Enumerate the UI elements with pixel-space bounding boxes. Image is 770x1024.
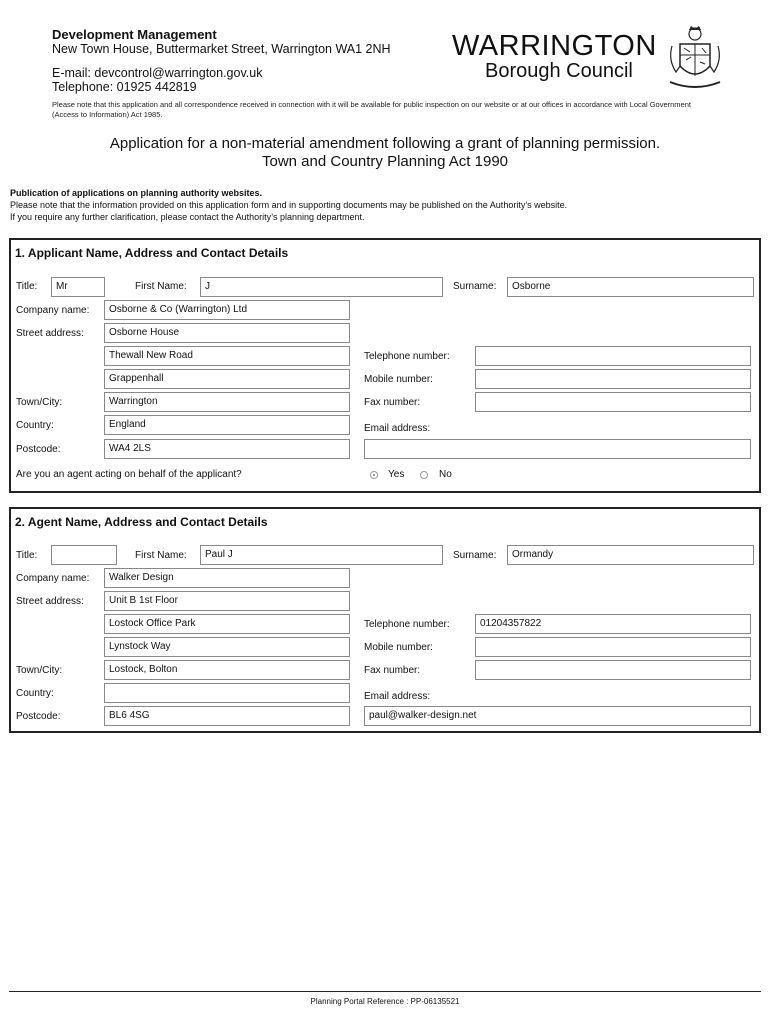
publication-text-1: Please note that the information provided on this application form and in supporting documents may be published on the Authority’s website. [10,200,568,210]
company-label: Company name: [16,305,90,316]
agent-country-field[interactable] [104,683,350,703]
footer-divider [9,991,761,992]
agent-street-3-field[interactable]: Lynstock Way [104,637,350,657]
agent-yes-radio[interactable] [370,471,378,479]
agent-street-1-field[interactable]: Unit B 1st Floor [104,591,350,611]
agent-fax-field[interactable] [475,660,751,680]
agent-section [9,507,761,733]
applicant-first-name-field[interactable]: J [200,277,443,297]
title-label: Title: [16,550,38,561]
mobile-label: Mobile number: [364,374,433,385]
company-label: Company name: [16,573,90,584]
email-label: Email address: [364,423,431,434]
applicant-section-heading: 1. Applicant Name, Address and Contact Details [15,246,289,260]
town-label: Town/City: [16,665,63,676]
public-inspection-notice: Please note that this application and all correspondence received in connection with it will be available for public inspection on our website or at our offices in accordance with Local Government (Access to Information) Act 1985. [52,100,691,119]
coat-of-arms-icon [666,22,724,92]
email-label: Email address: [364,691,431,702]
agent-question: Are you an agent acting on behalf of the applicant? [16,469,242,480]
applicant-telephone-field[interactable] [475,346,751,366]
publication-heading: Publication of applications on planning authority websites. [10,188,263,198]
postcode-label: Postcode: [16,444,61,455]
agent-yes-label: Yes [388,469,405,480]
country-label: Country: [16,688,54,699]
mobile-label: Mobile number: [364,642,433,653]
country-label: Country: [16,420,54,431]
town-label: Town/City: [16,397,63,408]
org-address: New Town House, Buttermarket Street, Warrington WA1 2NH [52,42,391,56]
agent-town-field[interactable]: Lostock, Bolton [104,660,350,680]
applicant-street-1-field[interactable]: Osborne House [104,323,350,343]
logo-borough-council: Borough Council [485,60,633,82]
agent-email-field[interactable]: paul@walker-design.net [364,706,751,726]
agent-surname-field[interactable]: Ormandy [507,545,754,565]
applicant-mobile-field[interactable] [475,369,751,389]
first-name-label: First Name: [135,550,187,561]
applicant-title-field[interactable]: Mr [51,277,105,297]
fax-label: Fax number: [364,397,421,408]
street-label: Street address: [16,328,84,339]
form-subtitle: Town and Country Planning Act 1990 [262,153,508,170]
applicant-postcode-field[interactable]: WA4 2LS [104,439,350,459]
first-name-label: First Name: [135,281,187,292]
surname-label: Surname: [453,281,497,292]
agent-street-2-field[interactable]: Lostock Office Park [104,614,350,634]
agent-no-radio[interactable] [420,471,428,479]
org-telephone: Telephone: 01925 442819 [52,80,197,94]
form-title: Application for a non-material amendment following a grant of planning permission. [109,135,661,152]
applicant-country-field[interactable]: England [104,415,350,435]
postcode-label: Postcode: [16,711,61,722]
agent-title-field[interactable] [51,545,117,565]
council-logo [452,22,722,94]
agent-no-label: No [439,469,452,480]
telephone-label: Telephone number: [364,619,450,630]
agent-first-name-field[interactable]: Paul J [200,545,443,565]
logo-warrington: WARRINGTON [452,30,657,62]
agent-telephone-field[interactable]: 01204357822 [475,614,751,634]
fax-label: Fax number: [364,665,421,676]
planning-portal-reference: Planning Portal Reference : PP-06135521 [310,997,460,1006]
agent-mobile-field[interactable] [475,637,751,657]
telephone-label: Telephone number: [364,351,450,362]
applicant-surname-field[interactable]: Osborne [507,277,754,297]
applicant-company-field[interactable]: Osborne & Co (Warrington) Ltd [104,300,350,320]
applicant-fax-field[interactable] [475,392,751,412]
applicant-town-field[interactable]: Warrington [104,392,350,412]
title-label: Title: [16,281,38,292]
org-email: E-mail: devcontrol@warrington.gov.uk [52,66,263,80]
agent-section-heading: 2. Agent Name, Address and Contact Details [15,515,268,529]
street-label: Street address: [16,596,84,607]
applicant-email-field[interactable] [364,439,751,459]
surname-label: Surname: [453,550,497,561]
agent-postcode-field[interactable]: BL6 4SG [104,706,350,726]
applicant-street-2-field[interactable]: Thewall New Road [104,346,350,366]
agent-company-field[interactable]: Walker Design [104,568,350,588]
org-title: Development Management [52,27,217,42]
applicant-section [9,238,761,493]
publication-text-2: If you require any further clarification, please contact the Authority’s planning department. [10,212,365,222]
applicant-street-3-field[interactable]: Grappenhall [104,369,350,389]
